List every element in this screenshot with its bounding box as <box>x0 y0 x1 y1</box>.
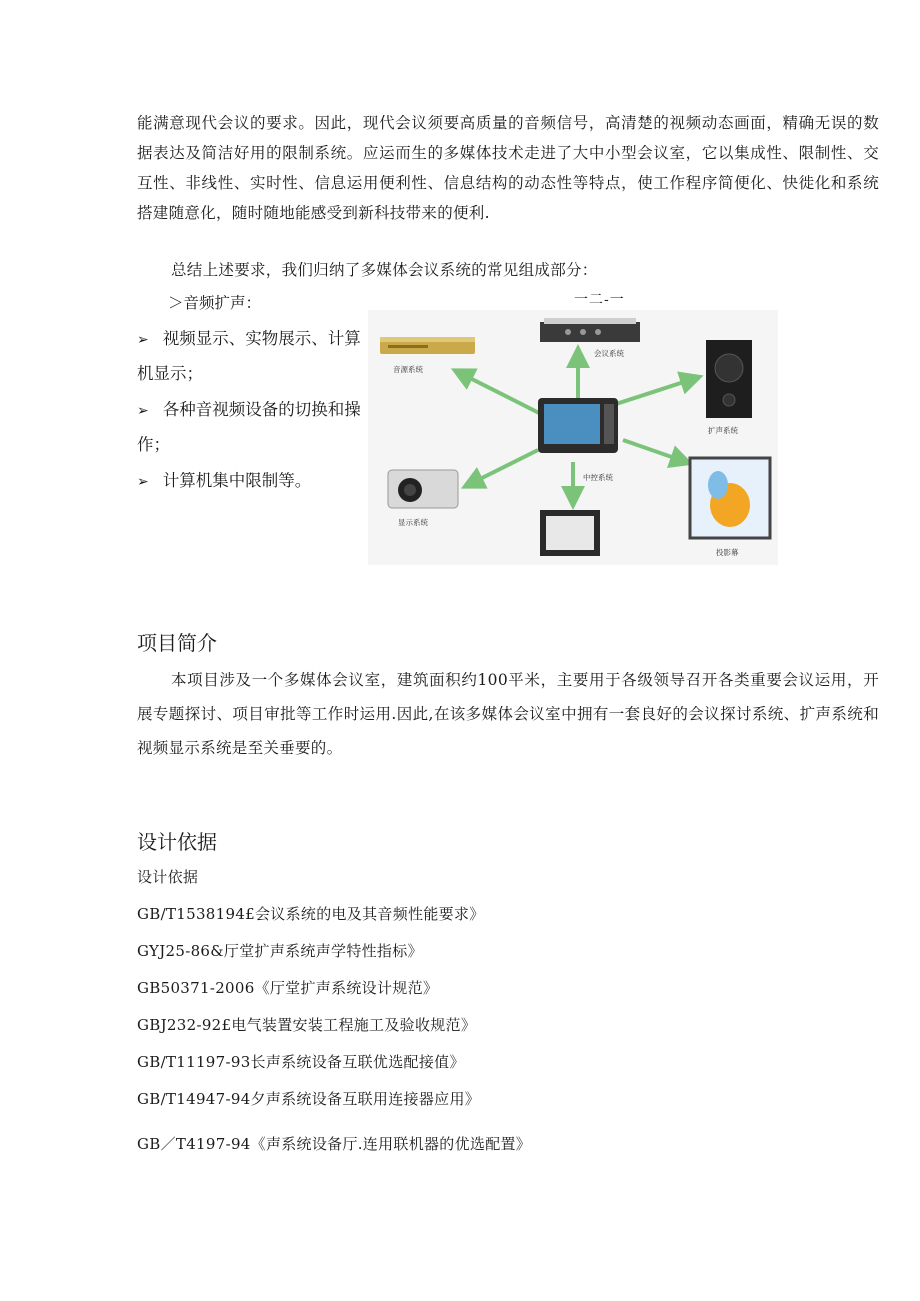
reference-item: GB/T14947-94夕声系统设备互联用连接器应用》 <box>137 1090 481 1108</box>
label-projector-screen: 投影幕 <box>716 548 739 557</box>
reference-item: GB/T1538194£会议系统的电及其音频性能要求》 <box>137 905 485 923</box>
label-conference: 会议系统 <box>594 349 624 358</box>
list-item-audio: ＞音频扩声： <box>168 294 262 312</box>
system-diagram-svg <box>368 290 778 565</box>
label-pa: 扩声系统 <box>708 426 738 435</box>
reference-item: GYJ25-86&厅堂扩声系统声学特性指标》 <box>137 942 423 960</box>
arrow-bullet-icon: ➢ <box>137 332 149 348</box>
arrow-bullet-icon: ➢ <box>137 403 149 419</box>
label-display: 显示系统 <box>398 518 428 527</box>
label-central: 中控系统 <box>583 473 613 482</box>
reference-item: GB／T4197-94《声系统设备厅.连用联机器的优选配置》 <box>137 1135 532 1153</box>
central-control-device <box>538 398 618 453</box>
section-title-design-basis: 设计依据 <box>137 830 217 854</box>
conference-device <box>540 318 640 342</box>
reference-item: GB/T11197-93长声系统设备互联优选配接值》 <box>137 1053 465 1071</box>
label-audio-source: 音源系统 <box>393 365 423 374</box>
audio-source-device <box>380 337 475 354</box>
list-item: ➢ 视频显示、实物展示、计算机显示； <box>137 329 361 383</box>
list-item: ➢ 各种音视频设备的切换和操作； <box>137 400 361 454</box>
reference-subtitle: 设计依据 <box>137 868 199 886</box>
section-title-overview: 项目简介 <box>137 631 217 655</box>
visualizer-device <box>540 510 600 556</box>
projection-screen-device <box>690 458 770 538</box>
reference-item: GB50371-2006《厅堂扩声系统设计规范》 <box>137 979 439 997</box>
list-item: ➢ 计算机集中限制等。 <box>137 471 312 490</box>
diagram-top-mark: 一二-一 <box>574 292 625 308</box>
reference-item: GBJ232-92£电气装置安装工程施工及验收规范》 <box>137 1016 477 1034</box>
overview-paragraph: 本项目涉及一个多媒体会议室，建筑面积约100平米，主要用于各级领导召开各类重要会议运用，开展专题探讨、项目审批等工作时运用.因此,在该多媒体会议室中拥有一套良好的会议探讨系统、扩声系统和视频显示系统是至关垂要的。 <box>137 671 879 757</box>
component-list <box>137 322 367 499</box>
speaker-device <box>706 340 752 418</box>
intro-paragraph: 能满意现代会议的要求。因此，现代会议须要高质量的音频信号，高清楚的视频动态画面，精确无误的数据表达及简洁好用的限制系统。应运而生的多媒体技术走进了大中小型会议室，它以集成性、限制性、交互性、非线性、实时性、信息运用便利性、信息结构的动态性等特点，使工作程序简便化、快徙化和系统搭建随意化，随时随地能感受到新科技带来的便利. <box>137 114 879 222</box>
summary-paragraph: 总结上述要求，我们归纳了多媒体会议系统的常见组成部分： <box>171 261 598 279</box>
arrow-bullet-icon: ➢ <box>137 474 149 490</box>
system-diagram <box>368 290 778 565</box>
reference-list <box>137 866 897 1170</box>
projector-device <box>388 470 458 508</box>
